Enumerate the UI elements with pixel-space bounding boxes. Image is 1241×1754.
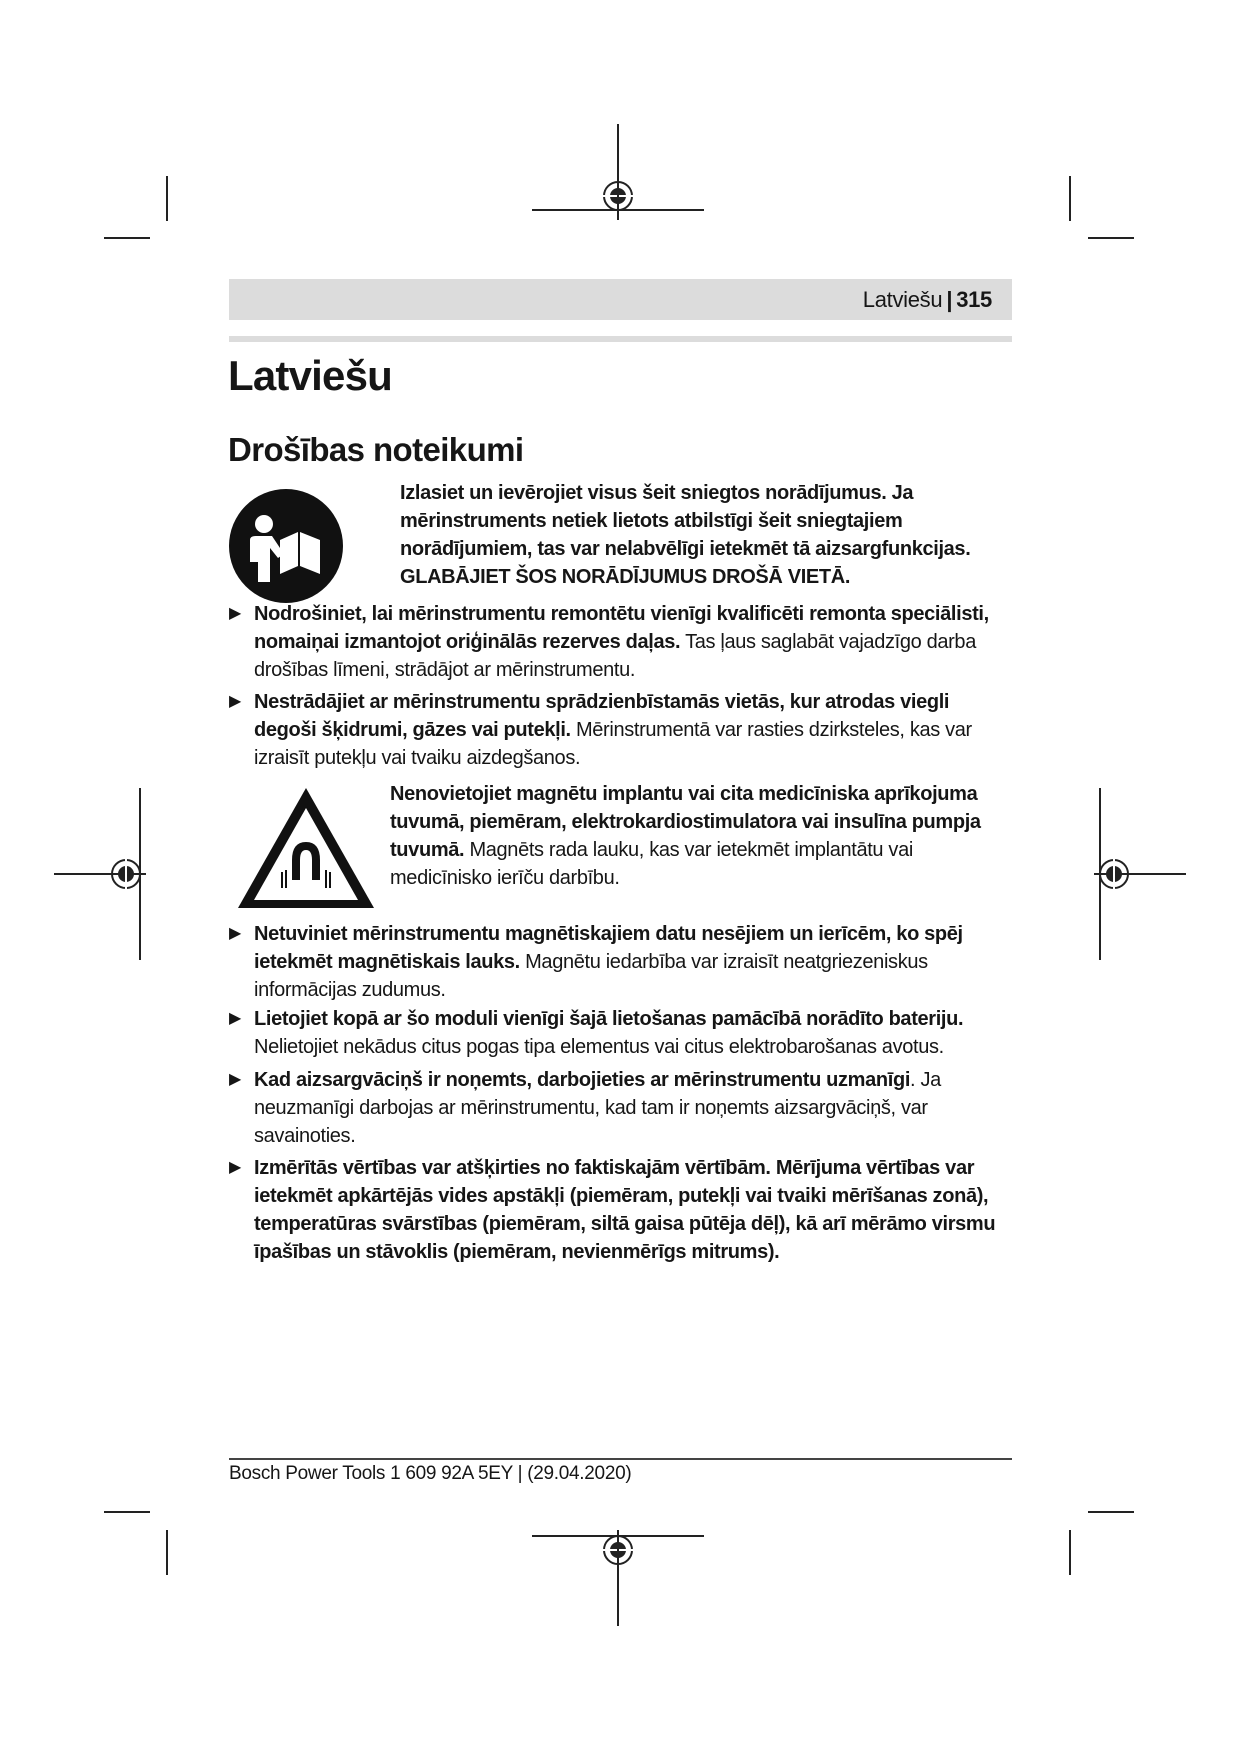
registration-mark-right	[1080, 786, 1190, 966]
bullet-normal: Magnētu iedarbība var izraisīt neatgriezeniskus informācijas zudumus.	[254, 951, 928, 1001]
read-manual-icon	[228, 488, 344, 604]
intro-notice: GLABĀJIET ŠOS NORĀDĪJUMUS DROŠĀ VIETĀ.	[400, 566, 851, 588]
bullet-arrow-icon: ▶	[229, 1010, 241, 1027]
bullet-bold: Lietojiet kopā ar šo moduli vienīgi šajā lietošanas pamācībā norādīto bateriju.	[254, 1008, 964, 1030]
crop-mark	[1088, 237, 1134, 239]
crop-mark	[104, 237, 150, 239]
header-language: Latviešu	[862, 286, 943, 312]
bullet-normal: . Ja neuzmanīgi darbojas ar mērinstrumentu, kad tam ir noņemts aizsargvāciņš, var savainoties.	[254, 1069, 941, 1147]
list-item	[229, 1154, 1014, 1266]
page-footer: Bosch Power Tools 1 609 92A 5EY | (29.04.2020)	[229, 1463, 632, 1484]
crop-mark	[104, 1511, 150, 1513]
bullet-arrow-icon: ▶	[229, 1071, 241, 1088]
bullet-arrow-icon: ▶	[229, 693, 241, 710]
page-header	[229, 279, 1012, 320]
magnet-warning-normal: Magnēts rada lauku, kas var ietekmēt implantātu vai medicīnisko ierīču darbību.	[390, 839, 913, 889]
bullet-bold: Netuviniet mērinstrumentu magnētiskajiem datu nesējiem un ierīcēm, ko spēj ietekmēt magnētiskais lauks.	[254, 923, 963, 973]
bullet-bold: Nodrošiniet, lai mērinstrumentu remontētu vienīgi kvalificēti remonta speciālisti, nomaiņai izmantojot oriģinālās rezerves daļas.	[254, 603, 989, 653]
list-item	[229, 1066, 1014, 1150]
crop-mark	[1088, 1511, 1134, 1513]
section-title: Drošības noteikumi	[228, 431, 524, 468]
list-item	[229, 688, 1014, 772]
magnet-warning-icon	[234, 784, 378, 914]
crop-mark	[1069, 176, 1071, 221]
header-rule	[229, 336, 1012, 342]
magnet-warning-text	[390, 780, 1015, 892]
bullet-arrow-icon: ▶	[229, 605, 241, 622]
crop-mark	[1069, 1530, 1071, 1575]
crop-mark	[166, 176, 168, 221]
bullet-normal: Tas ļaus saglabāt vajadzīgo darba drošības līmeni, strādājot ar mērinstrumentu.	[254, 631, 976, 681]
intro-text: Izlasiet un ievērojiet visus šeit sniegtos norādījumus. Ja mērinstruments netiek lietots atbilstīgi šeit sniegtajiem norādījumiem, tas var nelabvēlīgi ietekmēt tā aizsargfunkcijas.	[400, 482, 971, 560]
page-title: Latviešu	[228, 352, 392, 399]
bullet-normal: Mērinstrumentā var rasties dzirksteles, kas var izraisīt putekļu vai tvaiku aizdegšanos.	[254, 719, 972, 769]
list-item	[229, 920, 1014, 1004]
registration-mark-top	[530, 124, 710, 234]
registration-mark-bottom	[530, 1520, 710, 1630]
bullet-bold: Kad aizsargvāciņš ir noņemts, darbojieties ar mērinstrumentu uzmanīgi	[254, 1069, 911, 1091]
header-separator: |	[946, 286, 953, 312]
page-number: 315	[956, 286, 992, 312]
bullet-bold: Nestrādājiet ar mērinstrumentu sprādzienbīstamās vietās, kur atrodas viegli degoši šķidrumi, gāzes vai putekļi.	[254, 691, 950, 741]
registration-mark-left	[50, 786, 160, 966]
bullet-arrow-icon: ▶	[229, 925, 241, 942]
list-item	[229, 1005, 1014, 1061]
crop-mark	[166, 1530, 168, 1575]
footer-rule	[229, 1458, 1012, 1460]
bullet-bold: Izmērītās vērtības var atšķirties no faktiskajām vērtībām. Mērījuma vērtības var ietekmēt apkārtējās vides apstākļi (piemēram, putekļi vai tvaiki mērīšanas zonā), temperatūras svārstības (piemēram, siltā gaisa pūtēja dēļ), kā arī mērāmo virsmu īpašības un stāvoklis (piemēram, nevienmērīgs mitrums).	[254, 1157, 996, 1263]
bullet-normal: Nelietojiet nekādus citus pogas tipa elementus vai citus elektrobarošanas avotus.	[254, 1036, 944, 1058]
magnet-warning-bold: Nenovietojiet magnētu implantu vai cita medicīniska aprīkojuma tuvumā, piemēram, elektrokardiostimulatora vai insulīna pumpja tuvumā.	[390, 783, 981, 861]
list-item	[229, 600, 1014, 684]
bullet-arrow-icon: ▶	[229, 1159, 241, 1176]
intro-paragraph	[400, 479, 1010, 591]
